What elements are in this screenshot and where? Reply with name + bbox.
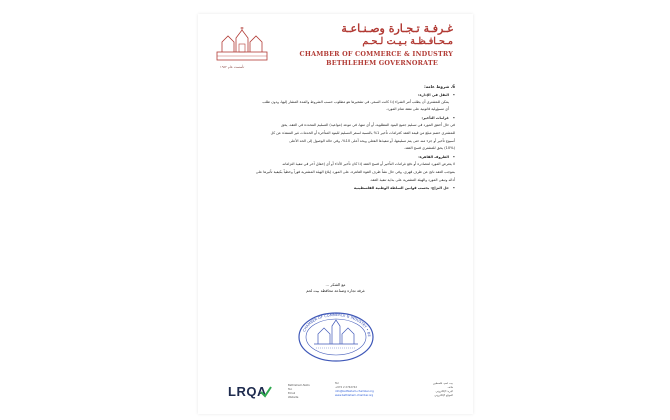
closing-signature: غرفة تجارة وصناعة محافظة بيت لحم <box>306 288 365 293</box>
chamber-seal-icon <box>296 310 376 364</box>
paragraph-line: بموجب العقد ناتج عن ظرف قهري، وفي حال نشأ ظرف القوة القاهرة، على المورد إبلاغ الهيئة المشترية فوراً وخطياً بكيفية تأثيرها على <box>255 169 455 174</box>
lrqa-logo: LRQA <box>228 384 267 399</box>
footer-email-link[interactable]: info@bethlehem-chamber.org <box>335 390 374 393</box>
footer-contact-ar <box>433 382 453 398</box>
paragraph-line: أدائه وتبقى المورد والهيئة المشترية على بداية تنفيذ العقد. <box>369 177 455 182</box>
footer-line: الموقع الإلكتروني <box>434 394 453 397</box>
footer-line: Bethlehem-Nativ <box>288 384 310 387</box>
section-heading: 6. شروط عامة: <box>424 84 455 89</box>
paragraph-line: للمشتري خصم مبلغ من قيمة العقد كغرامات تأخير 1% بالنسبة لسعر التسليم للبنود المتأخرة أو الخدمات غير المنفذة عن كل <box>270 130 455 135</box>
founded-note: تأسست عام ١٩٥٢ <box>220 65 245 69</box>
paragraph-line: أي مسؤولية قانونية على نفقة تمام المورد. <box>386 107 449 112</box>
footer-website-link[interactable]: www.bethlehem-chamber.org <box>335 394 374 397</box>
letter-page <box>198 14 473 414</box>
footer-line: Email <box>288 392 296 395</box>
bullet-title: • حل النزاع: بحسب قوانين السلطة الوطنية الفلسطينية <box>215 186 455 192</box>
bullet-title: • الظروف القاهرة: <box>215 155 455 161</box>
footer-line: البريد الإلكتروني <box>435 390 453 393</box>
footer-line: Website <box>288 396 299 399</box>
letter-footer <box>198 374 473 414</box>
seal-ring-text: CHAMBER OF COMMERCE & INDUSTRY • BE <box>302 312 372 337</box>
paragraph-line: (10%) يحق للمشتري فسخ العقد. <box>403 146 455 151</box>
letterhead-english-title: CHAMBER OF COMMERCE & INDUSTRY <box>299 50 453 58</box>
paragraph-line: لا يتعرض المورد لمصادرة أو دفع غرامات التأخير أو فسخ العقد إذا كان تأخير الأداء أو أي إخفاق آخر في تنفيذ التزاماته <box>282 161 455 166</box>
letterhead <box>198 14 473 76</box>
letterhead-arabic-subtitle: مـحـافـظـة بـيـت لـحـم <box>362 36 453 47</box>
footer-phone: +972 2 2742742 <box>335 386 357 389</box>
closing-thanks: مع الشكر ... <box>325 282 346 287</box>
bullet-title: • النقل في الإدارة: <box>215 93 455 99</box>
footer-line: Tel. <box>288 388 293 391</box>
lrqa-check-icon <box>260 386 272 398</box>
letterhead-arabic-title: غـرفـة تـجـارة وصـنـاعـة <box>341 22 453 35</box>
paragraph-line: يمكن للمشتري أن يطلب أمر الشراء إذا كانت السعر، في تشغيرها هو مطلوب حسب الشروط والمدة المشار إليها، ودون طلب <box>262 99 449 104</box>
footer-contact-values <box>335 382 374 398</box>
paragraph-line: أسبوع تأخير أو جزء منه حتى يتم تسليمها، أو تنفيذها الفعلي وبحد أعلى 10%، وفي حالة الوصول إلى الحد الأعلى <box>289 138 455 143</box>
footer-line: بيت لحم، فلسطين <box>432 382 453 385</box>
letterhead-english-subtitle: BETHLEHEM GOVERNORATE <box>326 59 438 67</box>
footer-line: Tel <box>335 382 339 385</box>
chamber-logo-icon <box>214 26 270 68</box>
letter-body <box>215 84 455 193</box>
footer-contact-en <box>288 384 310 400</box>
closing-block <box>198 282 473 294</box>
paragraph-line: في حال أخفق المورد في تسليم جميع البنود المطلوبة، أو أي منها، في موعد (مواعيد) التسليم المحددة في العقد، يحق <box>281 122 455 127</box>
footer-line: هاتف <box>447 386 453 389</box>
bullet-title: • غرامات التأخير: <box>215 116 455 122</box>
